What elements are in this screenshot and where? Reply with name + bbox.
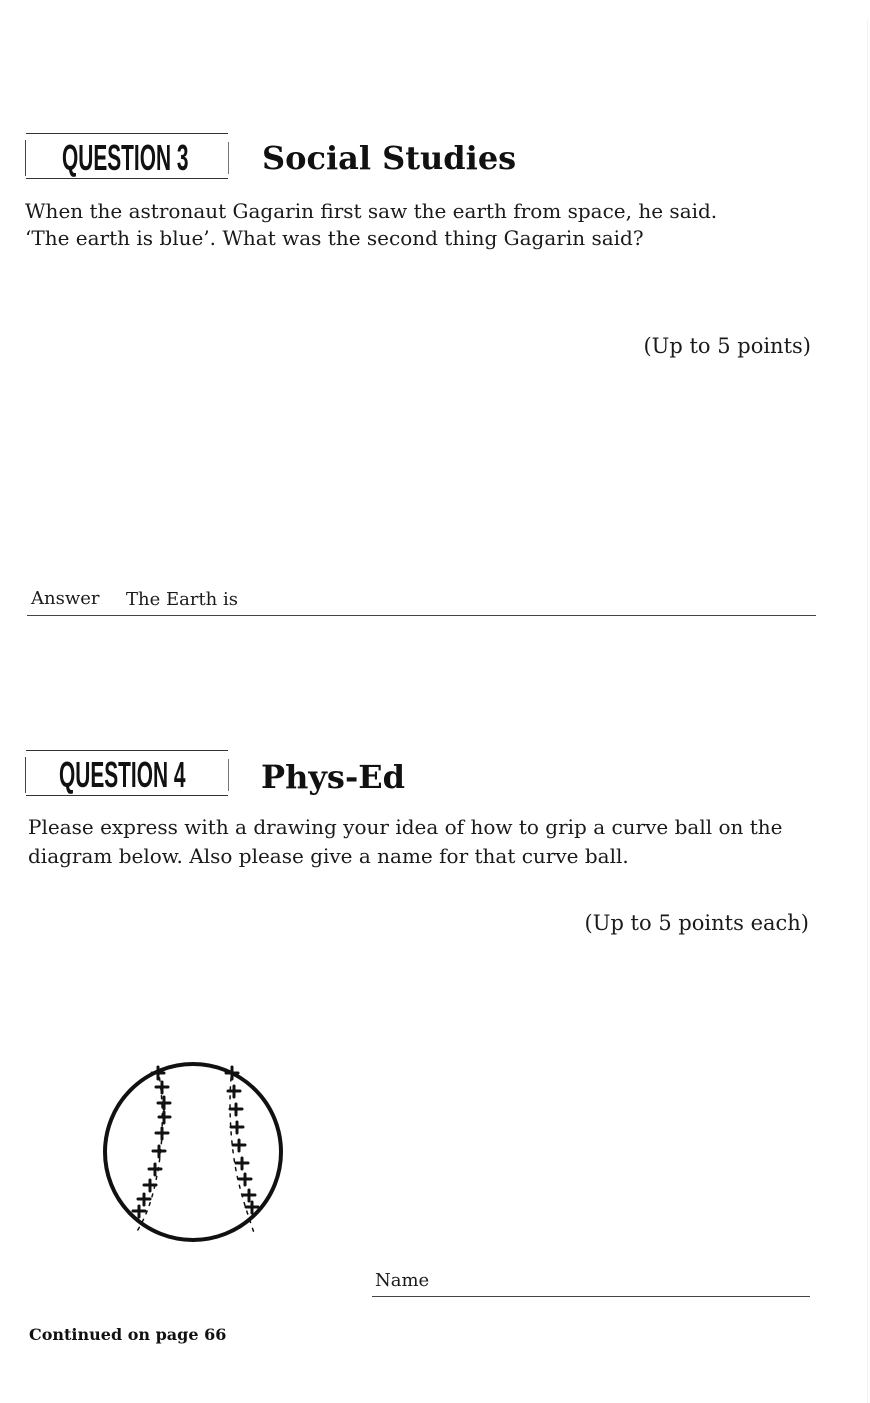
question-3-label: QUESTION 3 [62, 137, 189, 178]
question-4-prompt-line-2: diagram below. Also please give a name for that curve ball. [28, 844, 629, 868]
answer-underline [27, 615, 816, 616]
question-4-points: (Up to 5 points each) [584, 911, 809, 935]
baseball-right-seam [226, 1067, 258, 1233]
question-3-prompt-line-2: ‘The earth is blue’. What was the second thing Gagarin said? [25, 226, 644, 250]
question-3-badge [26, 133, 228, 179]
page-edge-shadow [867, 20, 868, 1403]
answer-field[interactable]: The Earth is [126, 589, 238, 610]
question-3-prompt-line-1: When the astronaut Gagarin first saw the earth from space, he said. [25, 199, 718, 223]
name-underline[interactable] [372, 1296, 810, 1297]
question-4-prompt-line-1: Please express with a drawing your idea of how to grip a curve ball on the [28, 815, 783, 839]
baseball-left-seam [133, 1067, 170, 1233]
question-4-subject: Phys-Ed [261, 758, 405, 796]
continued-note: Continued on page 66 [29, 1325, 227, 1344]
baseball-diagram[interactable] [96, 1055, 294, 1250]
question-3-points: (Up to 5 points) [643, 334, 811, 358]
name-label: Name [375, 1270, 430, 1291]
question-3-subject: Social Studies [262, 139, 517, 177]
question-4-badge [26, 750, 228, 796]
question-4-label: QUESTION 4 [59, 754, 186, 795]
answer-label: Answer [31, 588, 100, 609]
baseball-outline [105, 1064, 281, 1240]
